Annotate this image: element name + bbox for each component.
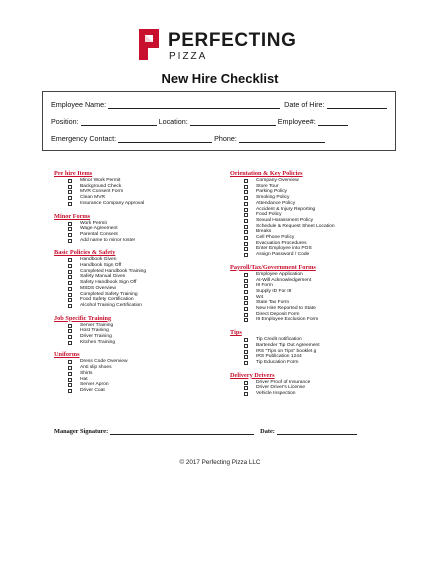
checklist-item [54,340,214,346]
checkbox[interactable] [244,392,248,396]
checkbox[interactable] [244,381,248,385]
checkbox[interactable] [68,281,72,285]
checkbox[interactable] [244,279,248,283]
checklist-item-label: I9 Employee Exclusion Form [256,317,319,323]
employee-name-label: Employee Name: [51,100,107,109]
checkbox[interactable] [68,383,72,387]
checkbox[interactable] [244,242,248,246]
checkbox[interactable] [68,287,72,291]
checkbox[interactable] [244,338,248,342]
checklist-item-label: Store Tour [256,183,279,189]
checkbox[interactable] [68,196,72,200]
checkbox[interactable] [244,307,248,311]
checklist-item-label: Background Check [80,183,122,189]
checklist-item-label: Work Permit [80,220,107,226]
checklist-item-label: Driver Driver's License [256,385,306,391]
checklist-item-label: Bartender Tip Out Agreement [256,342,320,348]
checklist-item-label: Tip Education Form [256,359,299,365]
checkbox[interactable] [244,213,248,217]
employee-number-label: Employee#: [277,117,316,126]
info-row-3 [51,134,327,143]
checklist-item-label: I9 Form [256,283,273,289]
section-title: Payroll/Tax/Government Forms [230,263,316,271]
right-checklist-column [230,170,400,403]
checkbox[interactable] [244,296,248,300]
section-title: Job Specific Training [54,314,112,322]
emergency-contact-label: Emergency Contact: [51,134,117,143]
checkbox[interactable] [68,233,72,237]
checkbox[interactable] [68,239,72,243]
checklist-item-label: Vehicle Inspection [256,391,296,397]
checklist-item-label: Accident & Injury Reporting [256,206,316,212]
section-title: Tips [230,329,242,337]
emergency-contact-field[interactable] [118,136,212,143]
checklist-item-label: Wage Agreement [80,226,118,232]
checklist-item-label: Cell Phone Policy [256,235,295,241]
checklist-item-label: Food Safety Certification [80,297,134,303]
footer-copyright: © 2017 Perfecting Pizza LLC [179,459,261,466]
section-tips [230,329,400,366]
checklist-item-label: New Hire Reported to State [256,306,316,312]
date-of-hire-label: Date of Hire: [284,100,325,109]
section-title: Pre hire Items [54,170,93,177]
manager-signature-field[interactable] [110,429,254,435]
checklist-item-label: Minor Work Permit [80,178,121,183]
checklist-item-label: Hat [80,376,88,382]
brand-subtitle: PIZZA [169,51,208,62]
section-pre-hire-items [54,170,214,207]
info-row-2 [51,117,350,126]
checklist-item-label: State Tax Form [256,300,290,306]
checklist-item-label: Server Training [80,322,114,328]
checkbox[interactable] [244,190,248,194]
checkbox[interactable] [244,386,248,390]
left-checklist-column [54,170,214,400]
checkbox[interactable] [244,196,248,200]
checklist-item-label: Direct Deposit Form [256,311,300,317]
checklist-item-label: Employee Application [256,271,303,277]
checklist-item-label: Driver Training [80,334,112,340]
checklist-item [230,317,400,323]
checkbox[interactable] [244,230,248,234]
checklist-item [230,360,400,366]
checkbox[interactable] [68,304,72,308]
checkbox[interactable] [68,366,72,370]
checklist-item-label: Food Policy [256,212,282,218]
checkbox[interactable] [244,225,248,229]
checklist-item-label: Smoking Policy [256,195,290,201]
manager-signature-label: Manager Signature: [54,428,109,435]
checkbox[interactable] [68,258,72,262]
checklist-item-label: IRS "Tips on Tips" booklet g [256,348,317,354]
checklist-item [54,303,214,309]
date-of-hire-field[interactable] [327,102,387,109]
checkbox[interactable] [244,361,248,365]
checkbox[interactable] [244,344,248,348]
checklist-item-label: Clean MVR [80,195,106,201]
checkbox[interactable] [244,318,248,322]
checkbox[interactable] [68,264,72,268]
checklist-item-label: Company Overview [256,178,299,183]
checklist-item-label: Driver Proof of Insurance [256,379,311,385]
checkbox[interactable] [244,219,248,223]
checklist-item-label: Safety Manual Given [80,274,126,280]
section-delivery-drivers [230,372,400,397]
checkbox[interactable] [68,222,72,226]
checkbox[interactable] [244,301,248,305]
employee-number-field[interactable] [318,119,348,126]
checkbox[interactable] [244,253,248,257]
checklist-item-label: Safety Handbook Sign Off [80,280,137,286]
pizza-logo-icon [136,26,162,62]
checklist-item-label: Schedule & Request Sheet Location [256,223,335,229]
checklist-item-label: Dress Code Overview [80,359,128,365]
checklist-item-label: Breaks [256,229,272,235]
checkbox[interactable] [244,273,248,277]
employee-name-field[interactable] [108,102,280,109]
page-title: New Hire Checklist [161,71,279,86]
location-field[interactable] [190,119,276,126]
checkbox[interactable] [244,208,248,212]
checkbox[interactable] [68,378,72,382]
checklist-item-label: MVR Consent Form [80,189,124,195]
checklist-item-label: Shirts [80,370,93,376]
checklist-item-label: Anti slip shoes [80,365,112,371]
section-basic-policies-safety [54,249,214,308]
checklist-item-label: Handbook Given [80,257,117,263]
section-payroll-tax-government-forms [230,264,400,323]
location-label: Location: [158,117,188,126]
checklist-item-label: Add name to minor roster [80,237,136,243]
checkbox[interactable] [244,350,248,354]
checkbox[interactable] [68,270,72,274]
phone-field[interactable] [239,136,325,143]
info-row-1 [51,100,389,109]
signature-row [54,428,359,435]
checkbox[interactable] [244,355,248,359]
checkbox[interactable] [244,247,248,251]
section-uniforms [54,351,214,393]
checklist-item-label: Kitchen Training [80,339,116,345]
signature-date-label: Date: [260,428,275,435]
checkbox[interactable] [244,313,248,317]
checkbox[interactable] [68,227,72,231]
checklist-item-label: Sexual Harassment Policy [256,217,314,223]
checkbox[interactable] [68,190,72,194]
checklist-item-label: Assign Password / Code [256,252,310,258]
checkbox[interactable] [68,360,72,364]
checkbox[interactable] [68,389,72,393]
section-orientation-key-policies [230,170,400,258]
checklist-item-label: MSDS Overview [80,285,116,291]
position-field[interactable] [81,119,157,126]
checklist-item-label: Server Apron [80,382,109,388]
section-title: Basic Policies & Safety [54,249,116,257]
checkbox[interactable] [68,335,72,339]
section-title: Orientation & Key Policies [230,170,303,177]
section-title: Delivery Drivers [230,371,275,379]
section-title: Uniforms [54,351,80,359]
position-label: Position: [51,117,79,126]
checklist-item-label: Parental Consent [80,231,118,237]
section-title: Minor Forms [54,212,91,220]
checkbox[interactable] [244,236,248,240]
brand-name: PERFECTING [168,30,297,51]
checklist-item-label: IRS Publication 1244 [256,354,302,360]
checkbox[interactable] [68,179,72,183]
checkbox[interactable] [68,202,72,206]
checklist-item-label: Driver Coat [80,387,105,393]
checkbox[interactable] [68,293,72,297]
checklist-item [230,391,400,397]
checkbox[interactable] [68,275,72,279]
checkbox[interactable] [244,202,248,206]
section-job-specific-training [54,315,214,346]
checkbox[interactable] [68,329,72,333]
checklist-item-label: Completed Handbook Training [80,268,147,274]
checkbox[interactable] [68,372,72,376]
phone-label: Phone: [214,134,237,143]
checklist-item [54,388,214,394]
checklist-item-label: W4 [256,294,264,300]
checklist-item-label: Evacuation Procedures [256,240,307,246]
checkbox[interactable] [244,179,248,183]
checklist-item [230,252,400,258]
checklist-item-label: Completed Safety Training [80,291,138,297]
checklist-item-label: At-Will Acknowledgement [256,277,312,283]
checkbox[interactable] [68,324,72,328]
signature-date-field[interactable] [277,429,357,435]
section-minor-forms [54,213,214,244]
checklist-item-label: Enter Employee into POS [256,246,312,252]
checklist-item-label: Tip Credit notification [256,337,302,343]
checklist-item-label: Supply ID For I9 [256,288,292,294]
checkbox[interactable] [244,290,248,294]
checklist-item-label: Host Training [80,328,109,334]
checkbox[interactable] [68,341,72,345]
checklist-item [54,201,214,207]
checklist-item-label: Attendance Policy [256,200,296,206]
checkbox[interactable] [244,185,248,189]
checkbox[interactable] [244,284,248,288]
employee-info-box [42,91,396,151]
checkbox[interactable] [68,298,72,302]
checklist-item-label: Insurance Company Approval [80,200,145,206]
checkbox[interactable] [68,185,72,189]
checklist-item-label: Parking Policy [256,189,287,195]
checklist-item-label: Handbook Sign Off [80,263,122,269]
checklist-item [54,238,214,244]
brand-logo [136,26,306,66]
checklist-item-label: Alcohol Training Certification [80,302,142,308]
